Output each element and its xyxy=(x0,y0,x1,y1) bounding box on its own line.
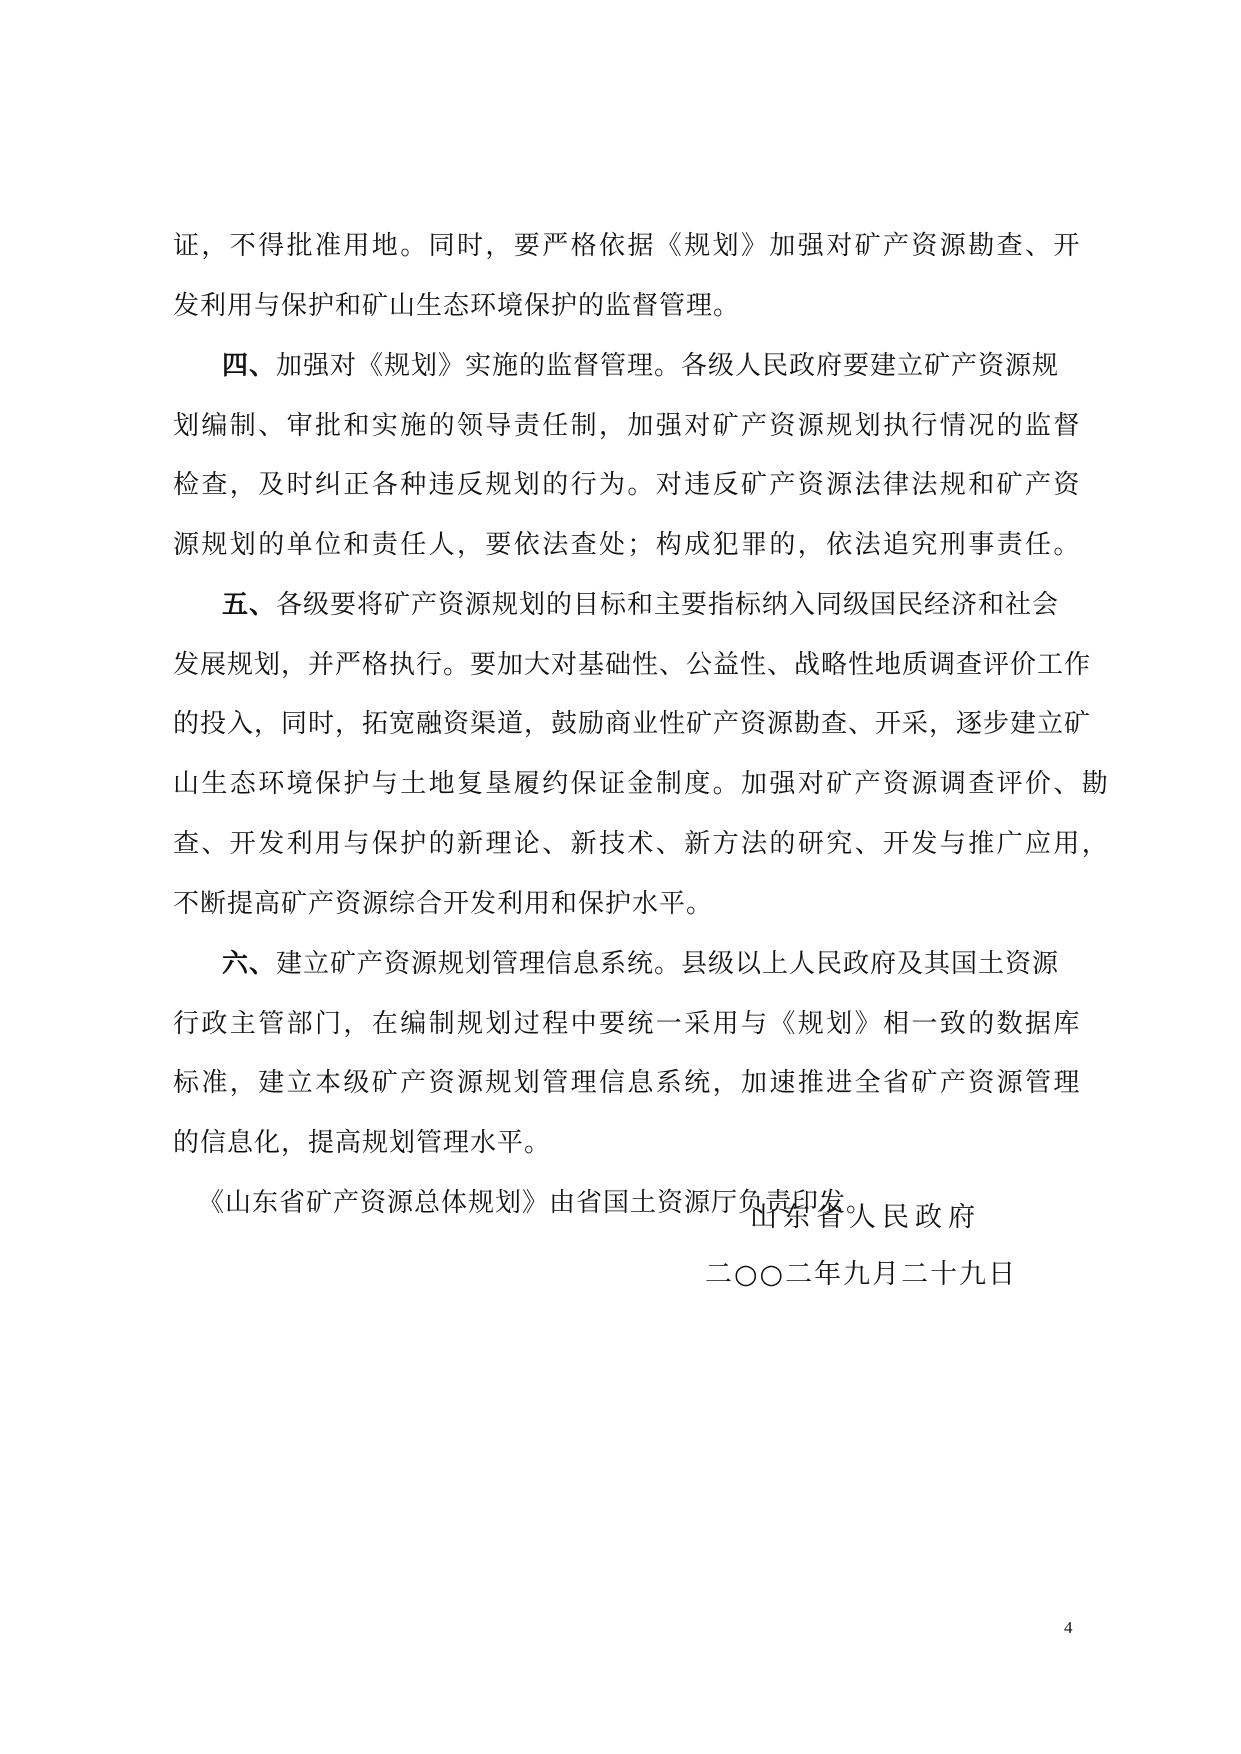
paragraph-3-line-1-text: 各级要将矿产资源规划的目标和主要指标纳入同级国民经济和社会 xyxy=(276,590,1060,620)
signature-organization: 山东省人民政府 xyxy=(750,1202,981,1233)
paragraph-3-line-5: 查、开发利用与保护的新理论、新技术、新方法的研究、开发与推广应用， xyxy=(173,829,1111,859)
signature-date: 二○○二年九月二十九日 xyxy=(705,1259,1018,1290)
paragraph-2-line-1 xyxy=(222,348,1059,384)
section-4-lead: 四、 xyxy=(222,351,277,381)
paragraph-3-line-3: 的投入，同时，拓宽融资渠道，鼓励商业性矿产资源勘查、开采，逐步建立矿 xyxy=(173,709,1092,739)
paragraph-1-line-2: 发利用与保护和矿山生态环境保护的监督管理。 xyxy=(173,291,741,321)
paragraph-2-line-3: 检查，及时纠正各种违反规划的行为。对违反矿产资源法律法规和矿产资 xyxy=(173,470,1082,500)
section-5-lead: 五、 xyxy=(222,590,277,620)
paragraph-3-line-6: 不断提高矿产资源综合开发利用和保护水平。 xyxy=(173,889,714,919)
paragraph-3-line-1 xyxy=(222,587,1059,623)
paragraph-1-line-1: 证，不得批准用地。同时，要严格依据《规划》加强对矿产资源勘查、开 xyxy=(173,231,1082,261)
page-number: 4 xyxy=(1064,1618,1073,1637)
paragraph-4-line-1-text: 建立矿产资源规划管理信息系统。县级以上人民政府及其国土资源 xyxy=(276,949,1060,979)
paragraph-5-line-1: 《山东省矿产资源总体规划》由省国土资源厅负责印发。 xyxy=(198,1188,874,1218)
paragraph-2-line-4: 源规划的单位和责任人，要依法查处；构成犯罪的，依法追究刑事责任。 xyxy=(173,530,1082,560)
paragraph-2-line-2: 划编制、审批和实施的领导责任制，加强对矿产资源规划执行情况的监督 xyxy=(173,411,1082,441)
paragraph-4-line-4: 的信息化，提高规划管理水平。 xyxy=(173,1128,552,1158)
paragraph-4-line-2: 行政主管部门，在编制规划过程中要统一采用与《规划》相一致的数据库 xyxy=(173,1009,1082,1039)
paragraph-4-line-3: 标准，建立本级矿产资源规划管理信息系统，加速推进全省矿产资源管理 xyxy=(173,1068,1082,1098)
paragraph-3-line-2: 发展规划，并严格执行。要加大对基础性、公益性、战略性地质调查评价工作 xyxy=(173,650,1092,680)
paragraph-4-line-1 xyxy=(222,946,1059,982)
paragraph-2-line-1-text: 加强对《规划》实施的监督管理。各级人民政府要建立矿产资源规 xyxy=(276,351,1060,381)
paragraph-3-line-4: 山生态环境保护与土地复垦履约保证金制度。加强对矿产资源调查评价、勘 xyxy=(173,769,1111,799)
section-6-lead: 六、 xyxy=(222,949,277,979)
